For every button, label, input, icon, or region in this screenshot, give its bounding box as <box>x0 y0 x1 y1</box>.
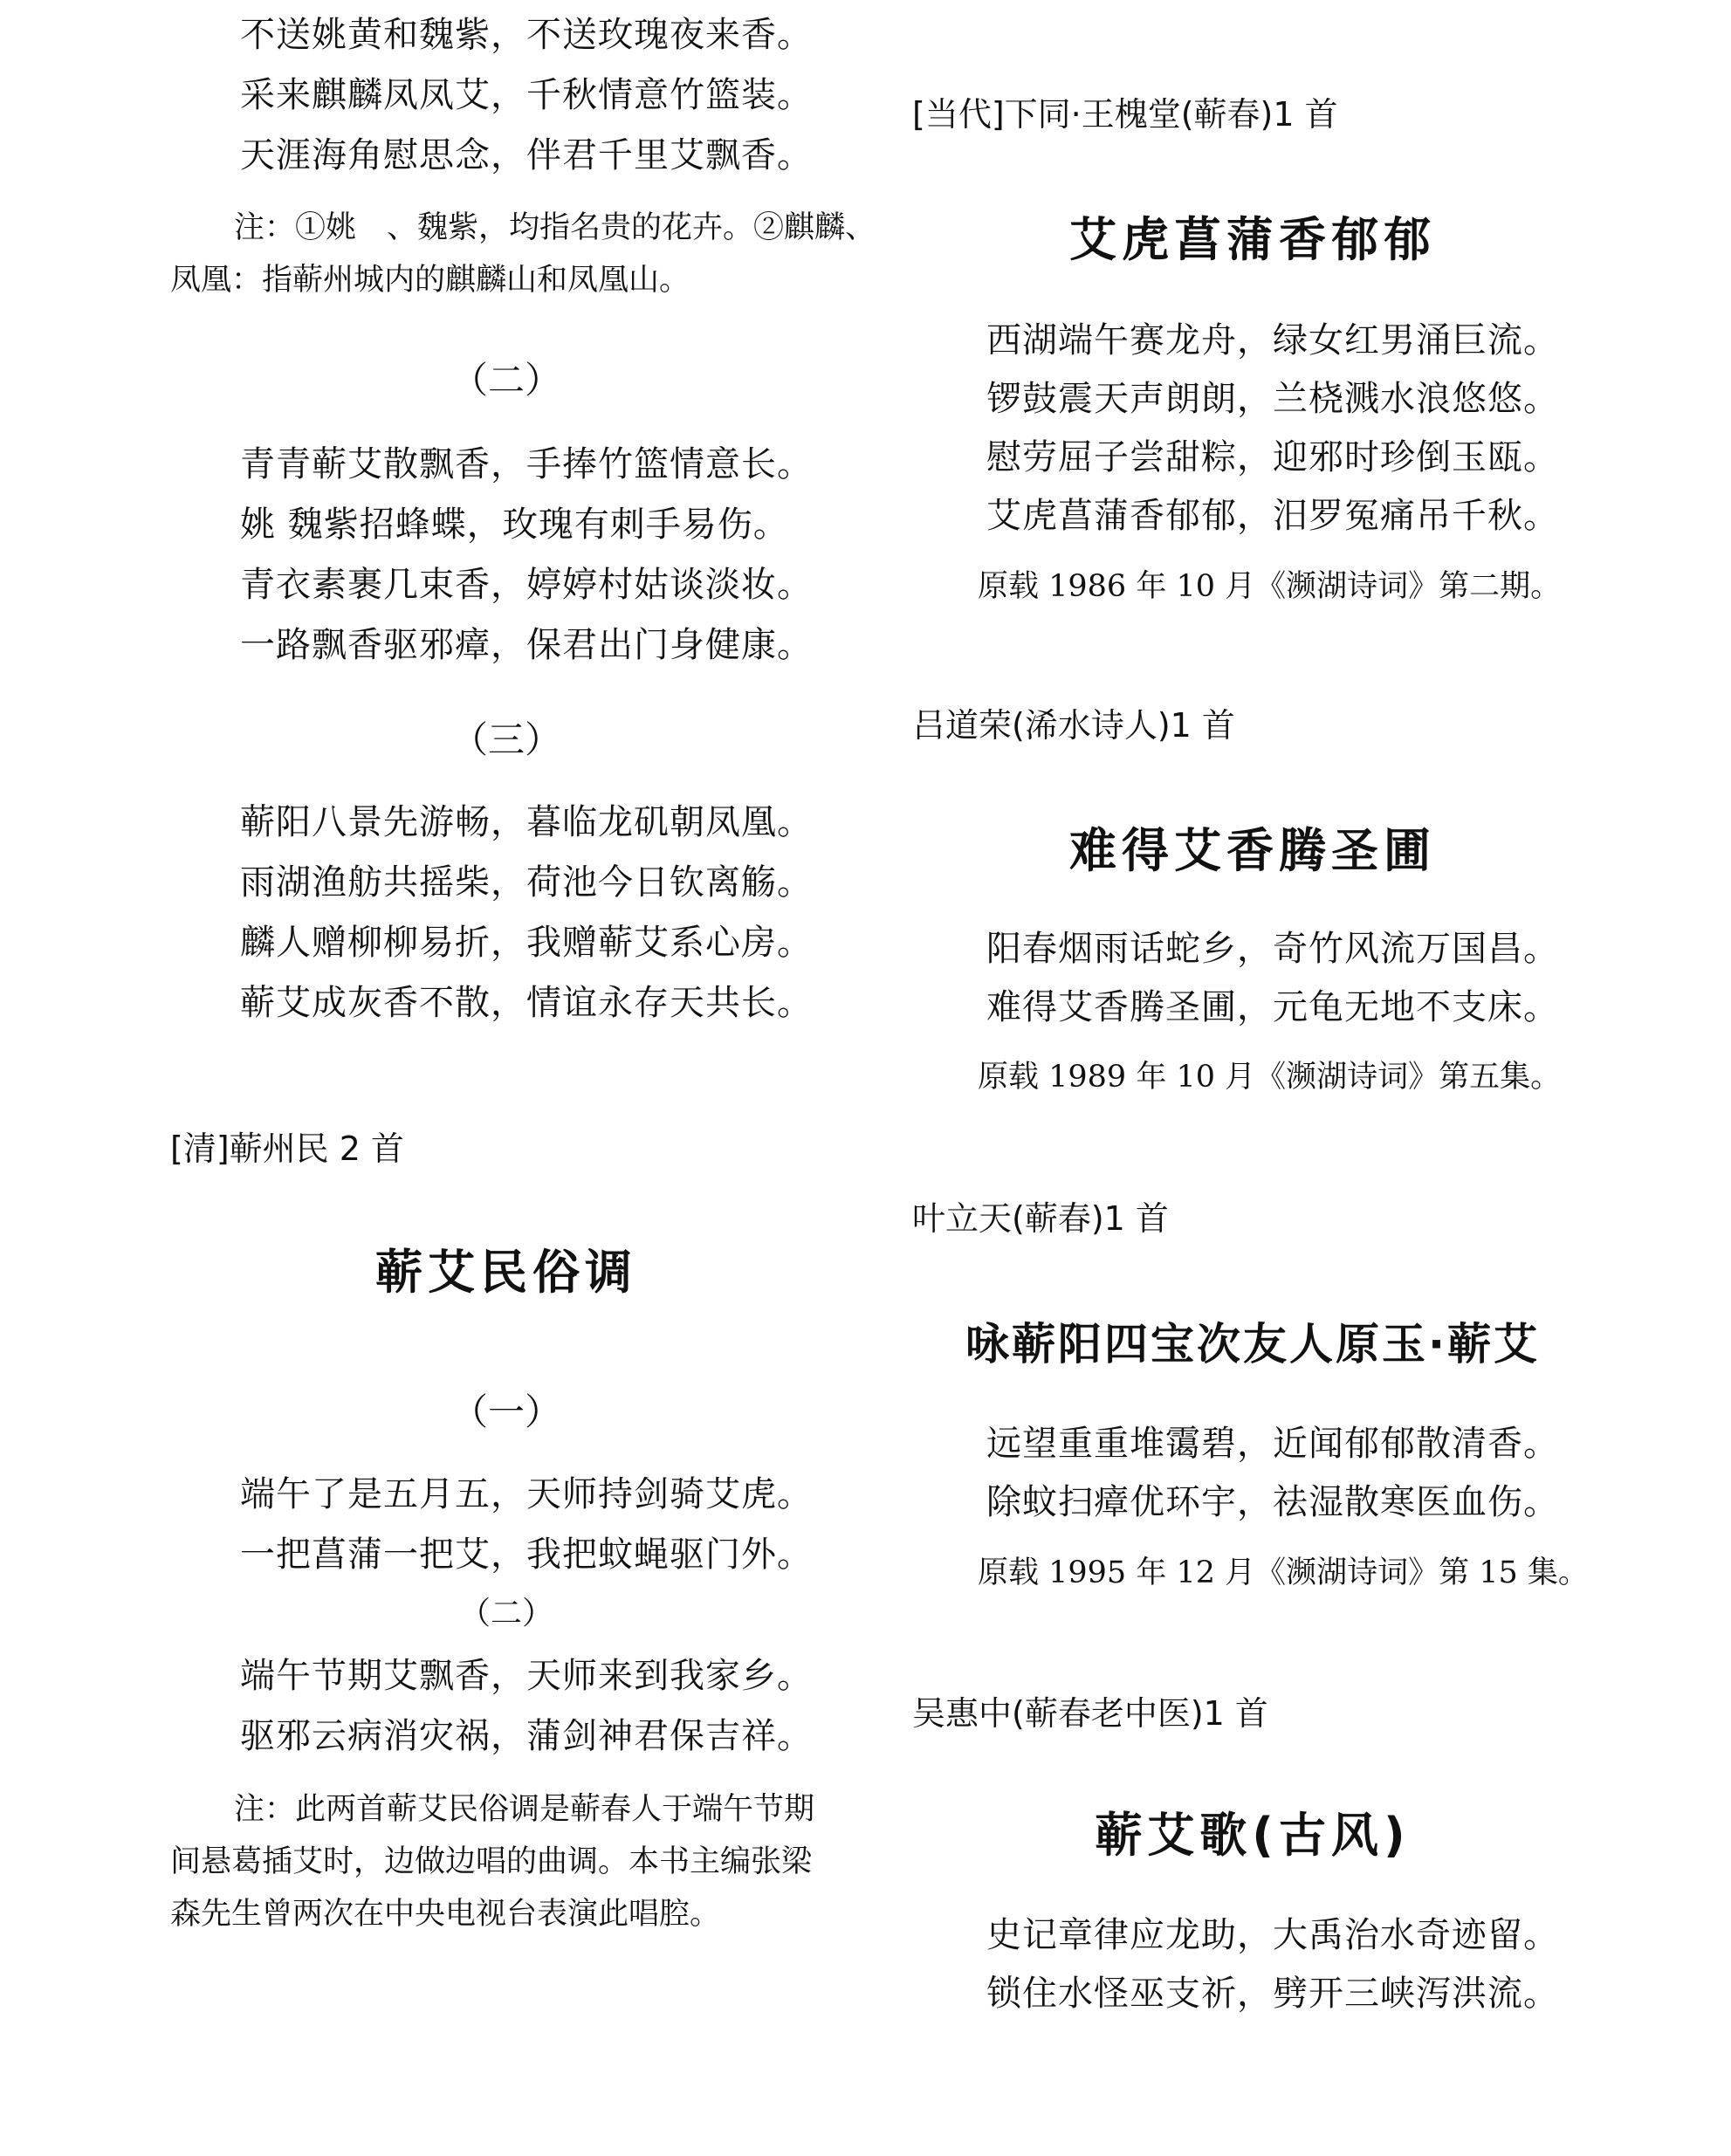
section-number: （二） <box>458 1596 553 1631</box>
verse-line: 端午节期艾飘香，天师来到我家乡。 <box>240 1656 813 1696</box>
poem-title: 蕲艾民俗调 <box>375 1245 637 1300</box>
section-number: （二） <box>450 359 561 402</box>
poem-title: 艾虎菖蒲香郁郁 <box>1069 212 1436 267</box>
note-line: 凤凰：指蕲州城内的麒麟山和凤凰山。 <box>170 263 690 298</box>
verse-line: 阳春烟雨话蛇乡，奇竹风流万国昌。 <box>986 929 1559 969</box>
verse-line: 不送姚黄和魏紫，不送玫瑰夜来香。 <box>240 15 813 55</box>
verse-line: 驱邪云病消灾祸，蒲剑神君保吉祥。 <box>240 1716 813 1756</box>
verse-line: 采来麒麟凤凤艾，千秋情意竹篮装。 <box>240 75 813 115</box>
verse-line: 一路飘香驱邪瘴，保君出门身健康。 <box>240 625 813 665</box>
verse-line: 史记章律应龙助，大禹治水奇迹留。 <box>986 1915 1559 1955</box>
verse-line: 雨湖渔舫共摇柴，荷池今日钦离觞。 <box>240 862 813 903</box>
poem-title: 蕲艾歌(古风) <box>1095 1808 1411 1863</box>
verse-line: 锁住水怪巫支祈，劈开三峡泻洪流。 <box>986 1974 1559 2014</box>
verse-line: 慰劳屈子尝甜粽，迎邪时珍倒玉瓯。 <box>986 437 1559 477</box>
verse-line: 青衣素裹几束香，婷婷村姑谈淡妆。 <box>240 565 813 605</box>
source-note: 原载 1989 年 10 月《濒湖诗词》第五集。 <box>978 1060 1562 1095</box>
source-note: 原载 1986 年 10 月《濒湖诗词》第二期。 <box>978 569 1562 604</box>
author-heading: 吕道荣(浠水诗人)1 首 <box>912 706 1235 745</box>
note-line: 森先生曾两次在中央电视台表演此唱腔。 <box>170 1897 721 1932</box>
note-line: 注：此两首蕲艾民俗调是蕲春人于端午节期 <box>234 1792 815 1827</box>
verse-line: 蕲阳八景先游畅，暮临龙矶朝凤凰。 <box>240 802 813 842</box>
verse-line: 姚 魏紫招蜂蝶，玫瑰有刺手易伤。 <box>240 505 789 545</box>
poem-title: 咏蕲阳四宝次友人原玉·蕲艾 <box>965 1319 1540 1370</box>
verse-line: 难得艾香腾圣圃，元龟无地不支床。 <box>986 987 1559 1027</box>
section-number: （一） <box>450 1390 561 1433</box>
verse-line: 天涯海角慰思念，伴君千里艾飘香。 <box>240 135 813 175</box>
author-heading: 叶立天(蕲春)1 首 <box>912 1199 1169 1238</box>
verse-line: 麟人赠柳柳易折，我赠蕲艾系心房。 <box>240 923 813 963</box>
verse-line: 锣鼓震天声朗朗，兰桡溅水浪悠悠。 <box>986 379 1559 419</box>
source-note: 原载 1995 年 12 月《濒湖诗词》第 15 集。 <box>978 1555 1589 1590</box>
note-line: 注：①姚 、魏紫，均指名贵的花卉。②麒麟、 <box>234 210 876 245</box>
verse-line: 一把菖蒲一把艾，我把蚊蝇驱门外。 <box>240 1535 813 1575</box>
note-line: 间悬葛插艾时，边做边唱的曲调。本书主编张梁 <box>170 1844 813 1879</box>
author-heading: [清]蕲州民 2 首 <box>170 1129 404 1168</box>
verse-line: 蕲艾成灰香不散，情谊永存天共长。 <box>240 983 813 1023</box>
verse-line: 青青蕲艾散飘香，手捧竹篮情意长。 <box>240 444 813 484</box>
poem-title: 难得艾香腾圣圃 <box>1069 823 1436 878</box>
verse-line: 西湖端午赛龙舟，绿女红男涌巨流。 <box>986 320 1559 360</box>
verse-line: 除蚊扫瘴优环宇，祛湿散寒医血伤。 <box>986 1482 1559 1522</box>
verse-line: 远望重重堆霭碧，近闻郁郁散清香。 <box>986 1424 1559 1464</box>
verse-line: 艾虎菖蒲香郁郁，汨罗冤痛吊千秋。 <box>986 496 1559 536</box>
section-number: （三） <box>450 718 561 761</box>
author-heading: 吴惠中(蕲春老中医)1 首 <box>912 1694 1268 1733</box>
verse-line: 端午了是五月五，天师持剑骑艾虎。 <box>240 1474 813 1514</box>
author-heading: [当代]下同·王槐堂(蕲春)1 首 <box>912 95 1338 134</box>
